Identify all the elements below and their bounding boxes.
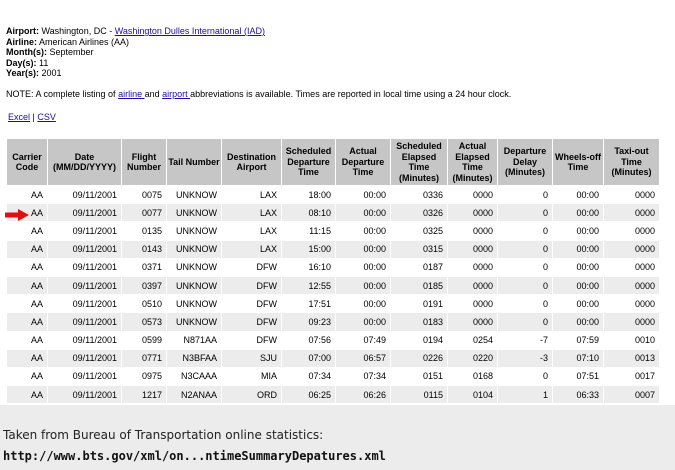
cell-actual-departure: 07:34 <box>336 367 391 385</box>
note-suffix: abbreviations is available. Times are reported in local time using a 24 hour clock. <box>190 89 512 99</box>
cell-wheels-off: 00:00 <box>553 204 604 222</box>
cell-taxi-out: 0007 <box>604 386 660 404</box>
cell-taxi-out: 0000 <box>604 258 660 276</box>
cell-carrier-code: AA <box>7 240 48 258</box>
airline-abbrev-link[interactable]: airline <box>118 89 145 99</box>
year-line <box>6 68 265 79</box>
cell-wheels-off: 07:59 <box>553 331 604 349</box>
cell-destination-airport: MIA <box>222 367 282 385</box>
cell-actual-departure: 07:49 <box>336 331 391 349</box>
cell-flight-number: 0771 <box>122 349 167 367</box>
cell-tail-number: UNKNOW <box>167 204 222 222</box>
cell-date: 09/11/2001 <box>48 276 122 294</box>
cell-scheduled-departure: 09:23 <box>282 313 336 331</box>
cell-scheduled-elapsed: 0191 <box>391 295 448 313</box>
cell-scheduled-elapsed: 0336 <box>391 186 448 204</box>
cell-date: 09/11/2001 <box>48 295 122 313</box>
cell-carrier-code: AA <box>7 313 48 331</box>
cell-date: 09/11/2001 <box>48 258 122 276</box>
note-and: and <box>144 89 163 99</box>
col-destination-airport: Destination Airport <box>222 139 282 186</box>
col-taxi-out: Taxi-out Time (Minutes) <box>604 139 660 186</box>
airline-label: Airline: <box>6 36 38 47</box>
col-carrier-code: Carrier Code <box>7 139 48 186</box>
day-value: 11 <box>36 57 49 68</box>
cell-actual-elapsed: 0000 <box>448 258 498 276</box>
cell-taxi-out: 0000 <box>604 276 660 294</box>
cell-wheels-off: 00:00 <box>553 313 604 331</box>
cell-actual-departure: 00:00 <box>336 240 391 258</box>
table-row <box>7 367 660 385</box>
cell-actual-departure: 00:00 <box>336 204 391 222</box>
cell-wheels-off: 07:51 <box>553 367 604 385</box>
cell-carrier-code: AA <box>7 331 48 349</box>
cell-actual-elapsed: 0254 <box>448 331 498 349</box>
cell-carrier-code: AA <box>7 276 48 294</box>
cell-date: 09/11/2001 <box>48 367 122 385</box>
cell-wheels-off: 06:33 <box>553 386 604 404</box>
cell-departure-delay: 0 <box>498 367 553 385</box>
cell-actual-elapsed: 0000 <box>448 186 498 204</box>
cell-tail-number: UNKNOW <box>167 295 222 313</box>
year-value: 2001 <box>39 68 62 79</box>
export-links <box>8 112 56 122</box>
cell-flight-number: 0077 <box>122 204 167 222</box>
airport-abbrev-link[interactable]: airport <box>162 89 191 99</box>
cell-scheduled-elapsed: 0325 <box>391 222 448 240</box>
cell-date: 09/11/2001 <box>48 349 122 367</box>
cell-actual-departure: 00:00 <box>336 276 391 294</box>
csv-link[interactable]: CSV <box>37 112 56 122</box>
cell-actual-departure: 06:57 <box>336 349 391 367</box>
col-wheels-off: Wheels-off Time <box>553 139 604 186</box>
cell-scheduled-departure: 07:34 <box>282 367 336 385</box>
cell-wheels-off: 00:00 <box>553 295 604 313</box>
table-header <box>7 139 660 186</box>
cell-tail-number: UNKNOW <box>167 313 222 331</box>
cell-departure-delay: 0 <box>498 258 553 276</box>
table-row <box>7 386 660 404</box>
source-url: http://www.bts.gov/xml/on...ntimeSummaryDepatures.xml <box>3 449 386 463</box>
cell-destination-airport: DFW <box>222 313 282 331</box>
col-date: Date (MM/DD/YYYY) <box>48 139 122 186</box>
cell-scheduled-elapsed: 0187 <box>391 258 448 276</box>
cell-flight-number: 0397 <box>122 276 167 294</box>
cell-destination-airport: LAX <box>222 204 282 222</box>
table-row <box>7 240 660 258</box>
table-row <box>7 276 660 294</box>
cell-taxi-out: 0000 <box>604 240 660 258</box>
cell-destination-airport: LAX <box>222 222 282 240</box>
cell-taxi-out: 0000 <box>604 186 660 204</box>
cell-date: 09/11/2001 <box>48 186 122 204</box>
table-row <box>7 331 660 349</box>
header-row <box>7 139 660 186</box>
table-body <box>7 186 660 404</box>
highlight-arrow-icon <box>5 209 29 221</box>
caption-footer <box>0 405 675 470</box>
cell-actual-elapsed: 0168 <box>448 367 498 385</box>
cell-scheduled-elapsed: 0115 <box>391 386 448 404</box>
airline-line <box>6 37 265 48</box>
cell-carrier-code: AA <box>7 349 48 367</box>
cell-date: 09/11/2001 <box>48 204 122 222</box>
cell-tail-number: N3CAAA <box>167 367 222 385</box>
cell-scheduled-elapsed: 0151 <box>391 367 448 385</box>
airport-label: Airport: <box>6 26 39 36</box>
cell-flight-number: 0975 <box>122 367 167 385</box>
cell-taxi-out: 0000 <box>604 222 660 240</box>
cell-tail-number: N2ANAA <box>167 386 222 404</box>
cell-departure-delay: 0 <box>498 295 553 313</box>
cell-scheduled-departure: 12:55 <box>282 276 336 294</box>
table-row <box>7 349 660 367</box>
cell-scheduled-elapsed: 0226 <box>391 349 448 367</box>
table-row <box>7 313 660 331</box>
airport-line <box>6 26 265 37</box>
cell-actual-elapsed: 0000 <box>448 222 498 240</box>
airport-link[interactable]: Washington Dulles International (IAD) <box>114 26 265 36</box>
cell-destination-airport: DFW <box>222 258 282 276</box>
cell-actual-elapsed: 0220 <box>448 349 498 367</box>
report-meta <box>6 26 265 79</box>
cell-actual-elapsed: 0000 <box>448 240 498 258</box>
day-line <box>6 58 265 69</box>
cell-wheels-off: 00:00 <box>553 222 604 240</box>
cell-carrier-code: AA <box>7 204 48 222</box>
cell-destination-airport: SJU <box>222 349 282 367</box>
cell-actual-elapsed: 0000 <box>448 276 498 294</box>
col-actual-elapsed: Actual Elapsed Time (Minutes) <box>448 139 498 186</box>
col-tail-number: Tail Number <box>167 139 222 186</box>
cell-scheduled-elapsed: 0326 <box>391 204 448 222</box>
cell-actual-elapsed: 0104 <box>448 386 498 404</box>
cell-departure-delay: 1 <box>498 386 553 404</box>
col-flight-number: Flight Number <box>122 139 167 186</box>
cell-departure-delay: -7 <box>498 331 553 349</box>
cell-scheduled-elapsed: 0183 <box>391 313 448 331</box>
cell-destination-airport: LAX <box>222 240 282 258</box>
cell-scheduled-departure: 07:56 <box>282 331 336 349</box>
cell-tail-number: UNKNOW <box>167 240 222 258</box>
cell-taxi-out: 0017 <box>604 367 660 385</box>
cell-flight-number: 0510 <box>122 295 167 313</box>
airline-value: American Airlines (AA) <box>37 36 130 47</box>
cell-destination-airport: DFW <box>222 295 282 313</box>
day-label: Day(s): <box>6 57 37 68</box>
cell-actual-elapsed: 0000 <box>448 295 498 313</box>
cell-scheduled-departure: 07:00 <box>282 349 336 367</box>
cell-taxi-out: 0013 <box>604 349 660 367</box>
col-actual-departure: Actual Departure Time <box>336 139 391 186</box>
cell-taxi-out: 0000 <box>604 295 660 313</box>
cell-tail-number: N871AA <box>167 331 222 349</box>
cell-departure-delay: 0 <box>498 240 553 258</box>
cell-scheduled-departure: 08:10 <box>282 204 336 222</box>
note-prefix: NOTE: A complete listing of <box>6 89 119 99</box>
cell-actual-departure: 00:00 <box>336 313 391 331</box>
cell-flight-number: 0599 <box>122 331 167 349</box>
cell-wheels-off: 00:00 <box>553 186 604 204</box>
table-row <box>7 204 660 222</box>
table-row <box>7 295 660 313</box>
cell-scheduled-departure: 11:15 <box>282 222 336 240</box>
cell-tail-number: UNKNOW <box>167 276 222 294</box>
cell-flight-number: 0143 <box>122 240 167 258</box>
cell-carrier-code: AA <box>7 295 48 313</box>
cell-carrier-code: AA <box>7 186 48 204</box>
cell-date: 09/11/2001 <box>48 331 122 349</box>
cell-departure-delay: -3 <box>498 349 553 367</box>
cell-wheels-off: 00:00 <box>553 258 604 276</box>
cell-taxi-out: 0000 <box>604 313 660 331</box>
cell-wheels-off: 00:00 <box>553 240 604 258</box>
cell-actual-departure: 00:00 <box>336 258 391 276</box>
cell-scheduled-departure: 18:00 <box>282 186 336 204</box>
cell-scheduled-departure: 17:51 <box>282 295 336 313</box>
cell-actual-elapsed: 0000 <box>448 204 498 222</box>
cell-carrier-code: AA <box>7 258 48 276</box>
cell-flight-number: 0135 <box>122 222 167 240</box>
cell-tail-number: UNKNOW <box>167 258 222 276</box>
cell-scheduled-departure: 16:10 <box>282 258 336 276</box>
cell-carrier-code: AA <box>7 222 48 240</box>
source-caption: Taken from Bureau of Transportation online statistics: <box>3 428 324 442</box>
cell-taxi-out: 0000 <box>604 204 660 222</box>
month-line <box>6 47 265 58</box>
note-text <box>6 89 511 100</box>
cell-departure-delay: 0 <box>498 276 553 294</box>
cell-departure-delay: 0 <box>498 186 553 204</box>
cell-date: 09/11/2001 <box>48 222 122 240</box>
export-separator: | <box>30 112 38 122</box>
cell-flight-number: 0573 <box>122 313 167 331</box>
cell-tail-number: UNKNOW <box>167 186 222 204</box>
col-scheduled-elapsed: Scheduled Elapsed Time (Minutes) <box>391 139 448 186</box>
cell-actual-departure: 00:00 <box>336 186 391 204</box>
cell-flight-number: 1217 <box>122 386 167 404</box>
cell-destination-airport: DFW <box>222 331 282 349</box>
cell-destination-airport: DFW <box>222 276 282 294</box>
month-value: September <box>46 47 94 58</box>
cell-departure-delay: 0 <box>498 222 553 240</box>
cell-scheduled-elapsed: 0185 <box>391 276 448 294</box>
cell-flight-number: 0371 <box>122 258 167 276</box>
col-departure-delay: Departure Delay (Minutes) <box>498 139 553 186</box>
cell-scheduled-departure: 06:25 <box>282 386 336 404</box>
cell-tail-number: UNKNOW <box>167 222 222 240</box>
cell-actual-departure: 06:26 <box>336 386 391 404</box>
cell-date: 09/11/2001 <box>48 313 122 331</box>
cell-departure-delay: 0 <box>498 313 553 331</box>
departures-table <box>6 138 660 404</box>
cell-scheduled-elapsed: 0315 <box>391 240 448 258</box>
cell-carrier-code: AA <box>7 367 48 385</box>
cell-actual-departure: 00:00 <box>336 222 391 240</box>
cell-scheduled-departure: 15:00 <box>282 240 336 258</box>
airport-city: Washington, DC - <box>39 26 115 36</box>
cell-wheels-off: 00:00 <box>553 276 604 294</box>
cell-destination-airport: ORD <box>222 386 282 404</box>
year-label: Year(s): <box>6 68 40 79</box>
cell-destination-airport: LAX <box>222 186 282 204</box>
table-row <box>7 258 660 276</box>
cell-carrier-code: AA <box>7 386 48 404</box>
cell-departure-delay: 0 <box>498 204 553 222</box>
cell-date: 09/11/2001 <box>48 386 122 404</box>
table-row <box>7 186 660 204</box>
cell-tail-number: N3BFAA <box>167 349 222 367</box>
cell-scheduled-elapsed: 0194 <box>391 331 448 349</box>
cell-actual-departure: 00:00 <box>336 295 391 313</box>
excel-link[interactable]: Excel <box>8 112 31 122</box>
cell-actual-elapsed: 0000 <box>448 313 498 331</box>
cell-wheels-off: 07:10 <box>553 349 604 367</box>
month-label: Month(s): <box>6 47 47 58</box>
cell-flight-number: 0075 <box>122 186 167 204</box>
cell-taxi-out: 0010 <box>604 331 660 349</box>
cell-date: 09/11/2001 <box>48 240 122 258</box>
table-row <box>7 222 660 240</box>
col-scheduled-departure: Scheduled Departure Time <box>282 139 336 186</box>
